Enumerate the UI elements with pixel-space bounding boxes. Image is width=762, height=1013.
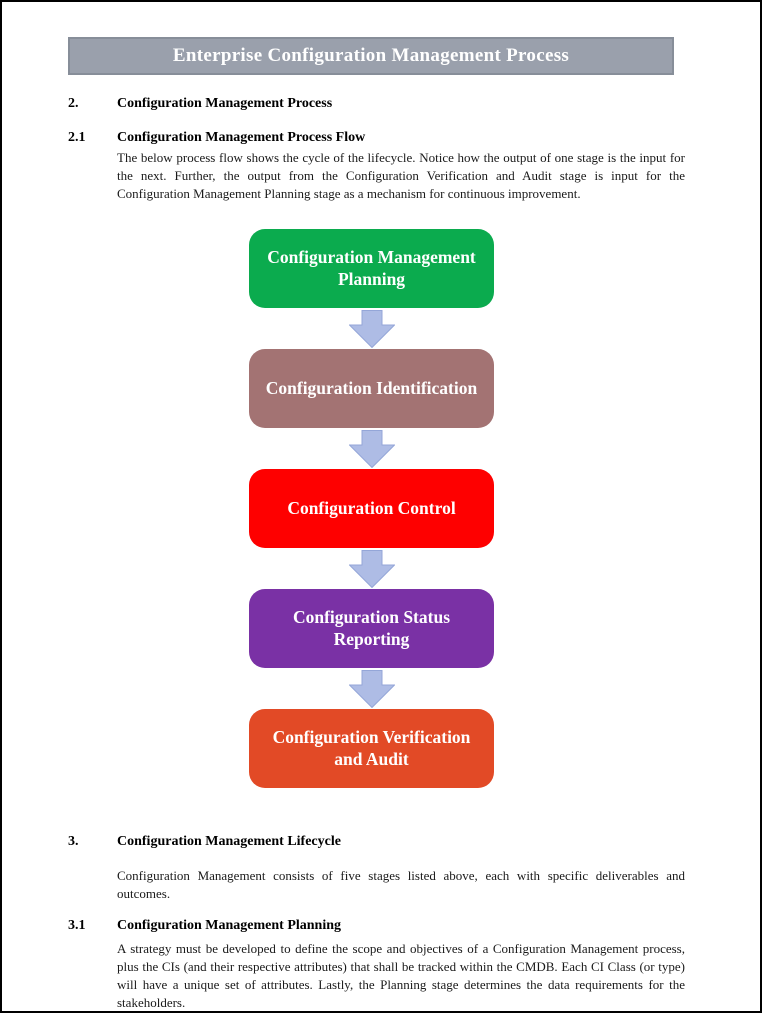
paragraph-planning: A strategy must be developed to define the scope and objectives of a Configuration Management process, plus the CIs (and their respective attributes) that shall be tracked within the CMDB. Each CI Class (or type) will have a unique set of attributes. Lastly, the Planning stage determines the data requirements for the stakeholders. (117, 941, 685, 1010)
section-heading-3-1 (68, 916, 760, 935)
section-number: 3.1 (68, 918, 86, 933)
section-title: Configuration Management Process (117, 96, 333, 111)
flow-connector (249, 428, 494, 469)
down-arrow-icon (349, 310, 395, 348)
paragraph-process-flow: The below process flow shows the cycle of the lifecycle. Notice how the output of one stage is the input for the next. Further, the output from the Configuration Verification and Audit stage is input for the Configuration Management Planning stage as a mechanism for continuous improvement. (117, 150, 685, 201)
flow-stage-verification-audit: Configuration Verification and Audit (249, 709, 494, 788)
down-arrow-icon (349, 550, 395, 588)
flow-stage-identification: Configuration Identification (249, 349, 494, 428)
flow-connector (249, 668, 494, 709)
down-arrow-icon (349, 670, 395, 708)
process-flow-diagram (249, 229, 494, 788)
section-number: 2. (68, 96, 79, 111)
page-title: Enterprise Configuration Management Process (172, 45, 570, 66)
section-heading-2-1 (68, 128, 760, 147)
flow-connector (249, 548, 494, 589)
flow-stage-control: Configuration Control (249, 469, 494, 548)
title-banner (68, 37, 674, 75)
flow-stage-status-reporting: Configuration Status Reporting (249, 589, 494, 668)
section-title: Configuration Management Lifecycle (117, 834, 341, 849)
section-number: 3. (68, 834, 79, 849)
down-arrow-icon (349, 430, 395, 468)
section-title: Configuration Management Process Flow (117, 130, 366, 145)
flow-stage-planning: Configuration Management Planning (249, 229, 494, 308)
paragraph-lifecycle: Configuration Management consists of five stages listed above, each with specific deliverables and outcomes. (117, 868, 685, 901)
section-title: Configuration Management Planning (117, 918, 342, 933)
section-heading-3 (68, 832, 760, 851)
section-heading-2 (68, 94, 760, 113)
flow-connector (249, 308, 494, 349)
section-number: 2.1 (68, 130, 86, 145)
